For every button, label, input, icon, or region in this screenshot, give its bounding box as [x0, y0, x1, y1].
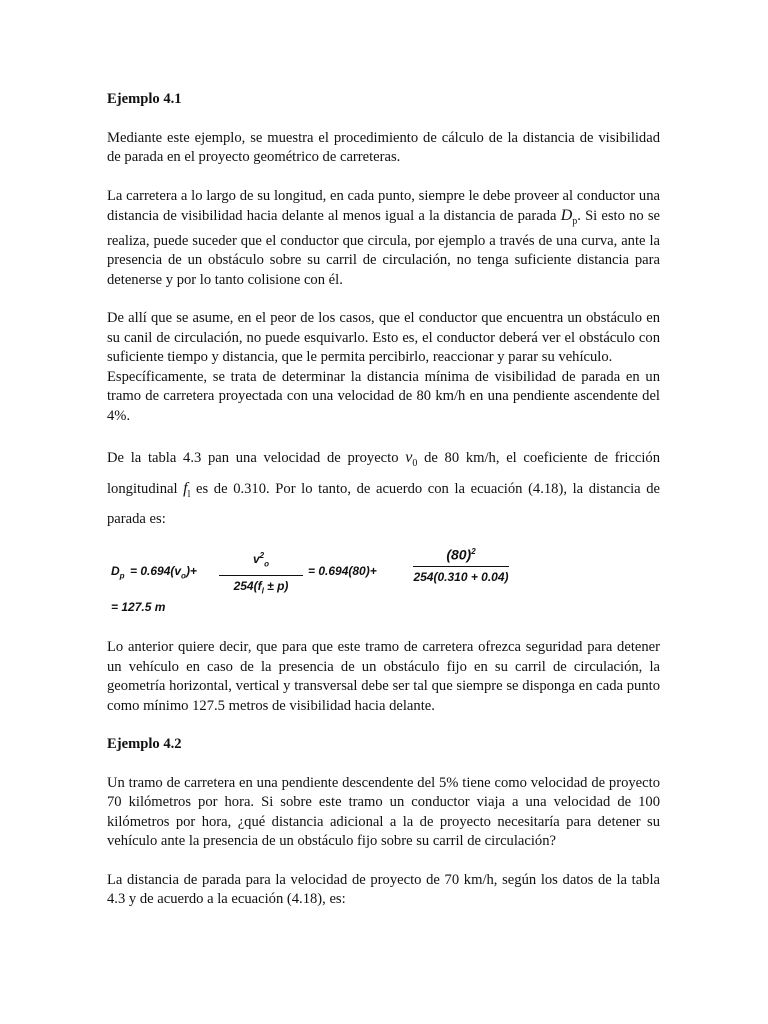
ex1-paragraph-1: Mediante este ejemplo, se muestra el procedimiento de cálculo de la distancia de visibilidad de parada en el proyecto geométrico de carreteras. [107, 129, 660, 165]
document-page [107, 90, 660, 910]
eq-frac1-numerator [219, 546, 303, 576]
eq-term1-text: = 0.694(v [130, 564, 182, 578]
eq-fraction-1 [219, 546, 303, 601]
ex1-paragraph-6: Lo anterior quiere decir, que para que este tramo de carretera ofrezca seguridad para detener un vehículo en caso de la presencia de un obstáculo fijo en su carril de circulación, la geometría horizontal, vertical y transversal debe ser tal que siempre se disponga en cada punto como mínimo 127.5 metros de visibilidad hacia delante. [107, 639, 660, 714]
ex1-p5-text-a: De la tabla 4.3 pan una velocidad de proyecto [107, 450, 399, 466]
eq-fraction-2 [413, 542, 509, 588]
dp-letter: D [560, 207, 573, 224]
stopping-distance-symbol [560, 207, 578, 227]
eq-lhs-letter: D [111, 564, 120, 578]
eq-frac1-num-sup: 2 [259, 551, 265, 560]
ex2-paragraph-2: La distancia de parada para la velocidad de proyecto de 70 km/h, según los datos de la tabla 4.3 y de acuerdo a la ecuación (4.18), es: [107, 871, 660, 907]
eq-result: = 127.5 m [111, 600, 166, 614]
ex1-paragraph-3: De allí que se asume, en el peor de los casos, que el conductor que encuentra un obstáculo en su canil de circulación, no puede esquivarlo. Esto es, el conductor deberá ver el obstáculo con suficiente tiempo y distancia, que le permita percibirlo, reaccionar y parar su vehículo. [107, 310, 660, 365]
ex1-p2-text-a: La carretera a lo largo de su longitud, en cada punto, siempre le debe proveer al conductor una distancia de visibilidad hacia delante al menos igual a la distancia de parada [107, 187, 660, 224]
f-subscript: l [187, 489, 191, 500]
stopping-distance-equation [107, 546, 660, 622]
ex1-p2-text-b: . Si esto no se realiza, puede suceder que el conductor que circula, por ejemplo a través de una curva, ante la presencia de un obstáculo sobre su carril de circulación, no tenga suficiente distancia para detenerse y por lo tanto colisione con él. [107, 208, 660, 288]
v-subscript: 0 [412, 458, 418, 469]
dp-subscript: p [572, 216, 578, 227]
eq-frac1-denominator [219, 576, 303, 601]
eq-frac1-den-text: 254(f [233, 578, 262, 593]
eq-lhs [111, 562, 125, 586]
eq-frac2-denominator: 254(0.310 + 0.04) [413, 570, 509, 585]
example-4-1-heading: Ejemplo 4.1 [107, 91, 182, 107]
ex1-paragraph-2 [107, 187, 660, 291]
ex2-paragraph-1: Un tramo de carretera en una pendiente descendente del 5% tiene como velocidad de proyecto 70 kilómetros por hora. Si sobre este tramo un conductor viaja a una velocidad de 100 kilómetros por hora, ¿qué distancia adicional a la de proyecto necesitaría para detener su vehículo ante la presencia de un obstáculo fijo sobre su carril de circulación? [107, 774, 660, 849]
eq-term1-sub: o [181, 571, 186, 581]
eq-frac2-numerator [413, 542, 509, 567]
v-letter: v [405, 449, 413, 466]
eq-term1-end: )+ [185, 564, 197, 578]
ex1-p5-text-c: es de 0.310. Por lo tanto, de acuerdo con la ecuación (4.18), la distancia de parada es: [107, 481, 660, 527]
ex1-paragraph-5 [107, 445, 660, 532]
eq-frac1-num-v: v [252, 552, 260, 566]
example-4-2-heading: Ejemplo 4.2 [107, 736, 182, 752]
ex1-p5-text-b: de 80 km/h, el coeficiente de fricción longitudinal [107, 450, 661, 497]
eq-term1 [130, 562, 197, 586]
ex1-paragraph-4: Específicamente, se trata de determinar la distancia mínima de visibilidad de parada en un tramo de carretera proyectada con una velocidad de 80 km/h en una pendiente ascendente del 4%. [107, 368, 660, 424]
eq-frac2-num-sup: 2 [471, 547, 476, 556]
eq-term2: = 0.694(80)+ [308, 564, 377, 578]
eq-frac1-den-end: ± p) [263, 578, 289, 593]
eq-frac2-num-text: (80) [446, 546, 472, 563]
eq-lhs-sub: p [119, 571, 125, 581]
friction-symbol [183, 480, 191, 500]
f-letter: f [183, 480, 188, 497]
eq-frac1-num-sub: o [264, 559, 270, 569]
eq-frac1-den-sub: l [261, 586, 264, 596]
velocity-symbol [405, 449, 418, 469]
